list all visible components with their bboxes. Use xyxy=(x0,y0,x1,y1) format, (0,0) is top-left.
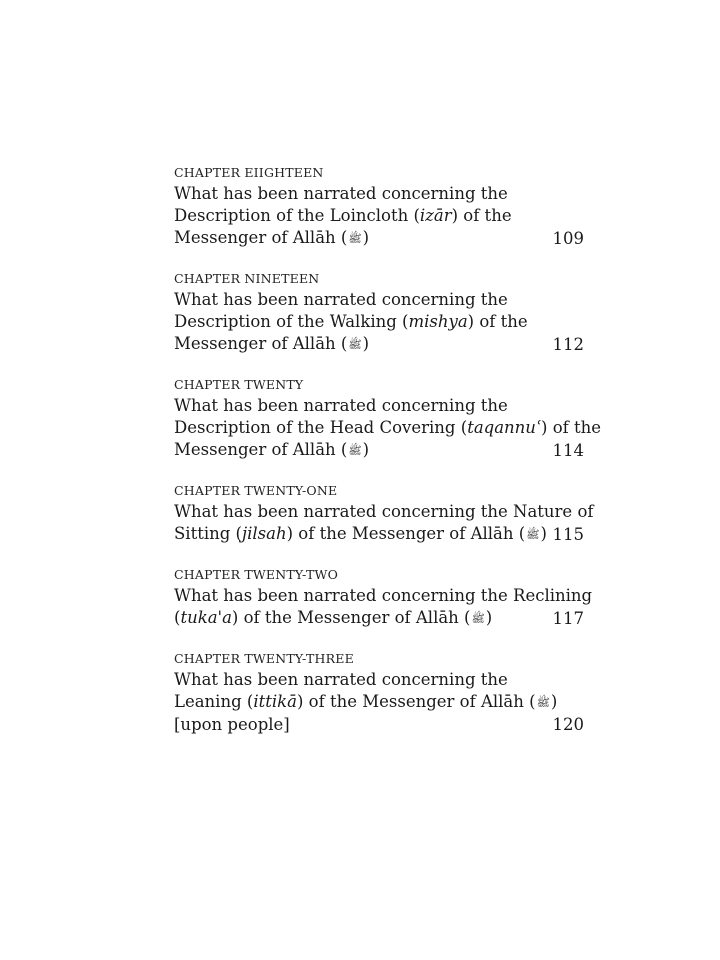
toc-entry xyxy=(174,650,584,736)
honorific-glyph: ﷺ xyxy=(471,612,485,625)
chapter-title-line xyxy=(174,585,593,607)
chapter-title-line xyxy=(174,289,584,311)
title-text: ) of the Messenger of Allāh ( xyxy=(286,524,526,543)
page-number: 117 xyxy=(552,609,584,628)
title-text: ) xyxy=(540,524,547,543)
chapter-title-line xyxy=(174,395,584,417)
title-text: ) of the xyxy=(541,418,602,437)
page-number: 109 xyxy=(552,229,584,248)
chapter-title-line xyxy=(174,501,594,523)
honorific-glyph: ﷺ xyxy=(526,528,540,541)
title-text: Messenger of Allāh ( xyxy=(174,440,348,459)
title-text: ) xyxy=(550,692,558,711)
title-text: Description of the Loincloth ( xyxy=(174,206,420,225)
title-text: ( xyxy=(174,608,181,627)
chapter-heading: CHAPTER TWENTY-ONE xyxy=(174,483,338,498)
chapter-title-line xyxy=(174,227,584,250)
chapter-title-line xyxy=(174,439,584,462)
toc-entry xyxy=(174,270,584,356)
chapter-title-line xyxy=(174,417,602,439)
toc-entry xyxy=(174,164,584,250)
title-text: What has been narrated concerning the xyxy=(174,184,508,203)
arabic-term: taqannuʿ xyxy=(467,418,542,437)
title-text: Leaning ( xyxy=(174,692,254,711)
chapter-title-line xyxy=(174,669,584,691)
honorific-glyph: ﷺ xyxy=(536,696,550,709)
honorific-glyph: ﷺ xyxy=(348,232,362,245)
title-text: ) xyxy=(362,334,370,353)
chapter-title-line xyxy=(174,205,584,227)
title-text: ) of the xyxy=(451,206,512,225)
toc-entry xyxy=(174,482,594,546)
chapter-title-line xyxy=(174,523,584,546)
title-text: ) of the Messenger of Allāh ( xyxy=(231,608,471,627)
chapter-title-line xyxy=(174,714,584,736)
chapter-title-line xyxy=(174,691,584,714)
arabic-term: mishya xyxy=(408,312,468,331)
chapter-heading: CHAPTER TWENTY-THREE xyxy=(174,651,354,666)
chapter-heading: CHAPTER TWENTY xyxy=(174,377,304,392)
toc-entry xyxy=(174,376,602,462)
honorific-glyph: ﷺ xyxy=(348,338,362,351)
title-text: ) xyxy=(362,228,370,247)
toc-entry xyxy=(174,566,593,630)
title-text: Messenger of Allāh ( xyxy=(174,228,348,247)
page-number: 112 xyxy=(552,335,584,354)
title-text: What has been narrated concerning the xyxy=(174,670,508,689)
title-text: ) xyxy=(485,608,493,627)
title-text: Messenger of Allāh ( xyxy=(174,334,348,353)
page-number: 115 xyxy=(552,525,584,544)
title-text: ) of the Messenger of Allāh ( xyxy=(297,692,536,711)
chapter-title-line xyxy=(174,607,584,630)
chapter-title-line xyxy=(174,333,584,356)
chapter-heading: CHAPTER NINETEEN xyxy=(174,271,320,286)
title-text: What has been narrated concerning the Nature of xyxy=(174,502,594,521)
title-text: [upon people] xyxy=(174,715,290,734)
arabic-term: ittikā xyxy=(253,692,297,711)
arabic-term: izār xyxy=(419,206,452,225)
chapter-title-line xyxy=(174,183,584,205)
title-text: What has been narrated concerning the xyxy=(174,396,508,415)
arabic-term: tuka'a xyxy=(180,608,232,627)
page-number: 120 xyxy=(552,715,584,734)
title-text: Description of the Walking ( xyxy=(174,312,409,331)
arabic-term: jilsah xyxy=(242,524,287,543)
honorific-glyph: ﷺ xyxy=(348,444,362,457)
table-of-contents xyxy=(174,164,602,756)
title-text: ) of the xyxy=(467,312,528,331)
title-text: Sitting ( xyxy=(174,524,242,543)
chapter-heading: CHAPTER EIIGHTEEN xyxy=(174,165,324,180)
chapter-title-line xyxy=(174,311,584,333)
chapter-heading: CHAPTER TWENTY-TWO xyxy=(174,567,339,582)
title-text: ) xyxy=(362,440,370,459)
page-number: 114 xyxy=(552,441,584,460)
title-text: What has been narrated concerning the Reclining xyxy=(174,586,593,605)
title-text: Description of the Head Covering ( xyxy=(174,418,468,437)
title-text: What has been narrated concerning the xyxy=(174,290,508,309)
